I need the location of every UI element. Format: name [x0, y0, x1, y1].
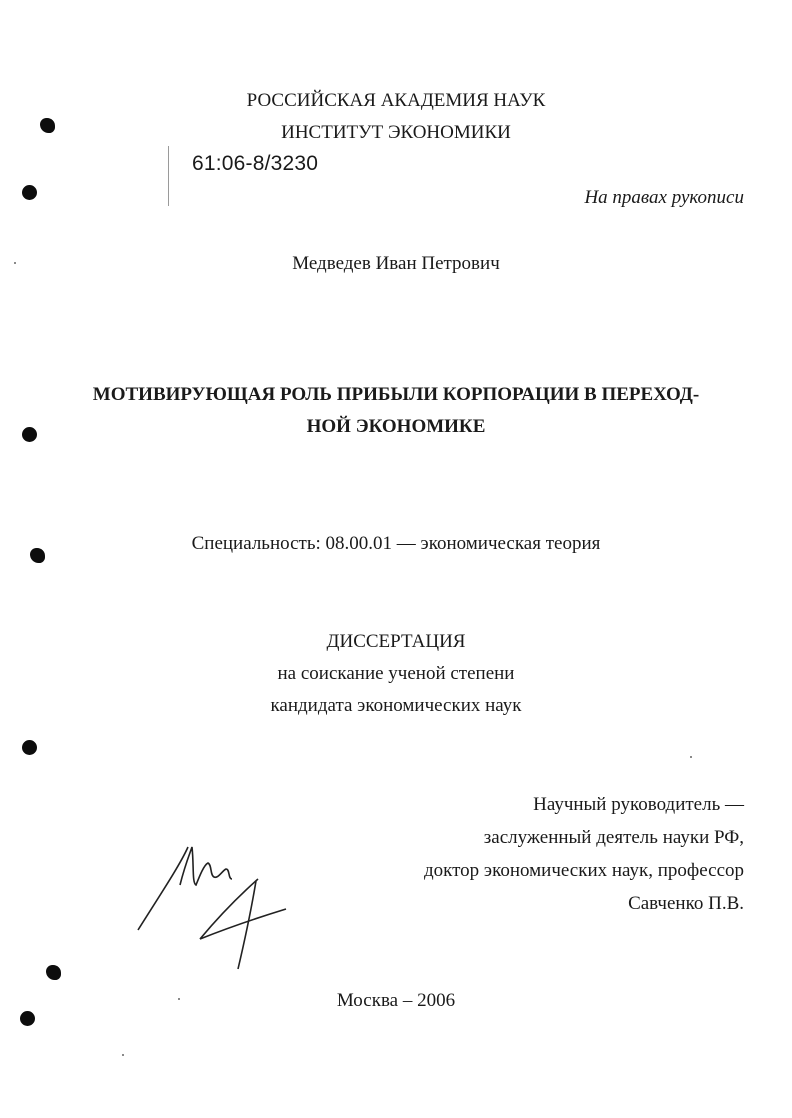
author-name: Медведев Иван Петрович: [292, 253, 500, 274]
stamp-margin-rule: [168, 146, 169, 206]
dissertation-title-line-2: НОЙ ЭКОНОМИКЕ: [306, 416, 486, 437]
punch-hole-icon: [22, 740, 37, 755]
document-type: ДИССЕРТАЦИЯ: [326, 631, 466, 652]
punch-hole-icon: [20, 1011, 35, 1026]
scan-speck: [122, 1054, 124, 1056]
institute-heading: ИНСТИТУТ ЭКОНОМИКИ: [281, 122, 511, 143]
city-year: Москва – 2006: [336, 990, 456, 1011]
supervisor-title: заслуженный деятель науки РФ,: [483, 827, 744, 848]
specialty-line: Специальность: 08.00.01 — экономическая теория: [191, 533, 601, 554]
punch-hole-icon: [46, 965, 61, 980]
academy-heading: РОССИЙСКАЯ АКАДЕМИЯ НАУК: [246, 90, 546, 111]
punch-hole-icon: [22, 185, 37, 200]
catalog-code: 61:06-8/3230: [192, 152, 319, 175]
supervisor-academic: доктор экономических наук, профессор: [423, 860, 744, 881]
scan-speck: [690, 756, 692, 758]
rights-note: На правах рукописи: [584, 187, 744, 208]
handwritten-signature-icon: [130, 835, 290, 975]
supervisor-role: Научный руководитель —: [533, 794, 744, 815]
supervisor-name: Савченко П.В.: [628, 893, 744, 914]
degree-name: кандидата экономических наук: [270, 695, 522, 716]
dissertation-title-line-1: МОТИВИРУЮЩАЯ РОЛЬ ПРИБЫЛИ КОРПОРАЦИИ В ПЕРЕХОД-: [92, 384, 700, 405]
degree-purpose: на соискание ученой степени: [277, 663, 515, 684]
